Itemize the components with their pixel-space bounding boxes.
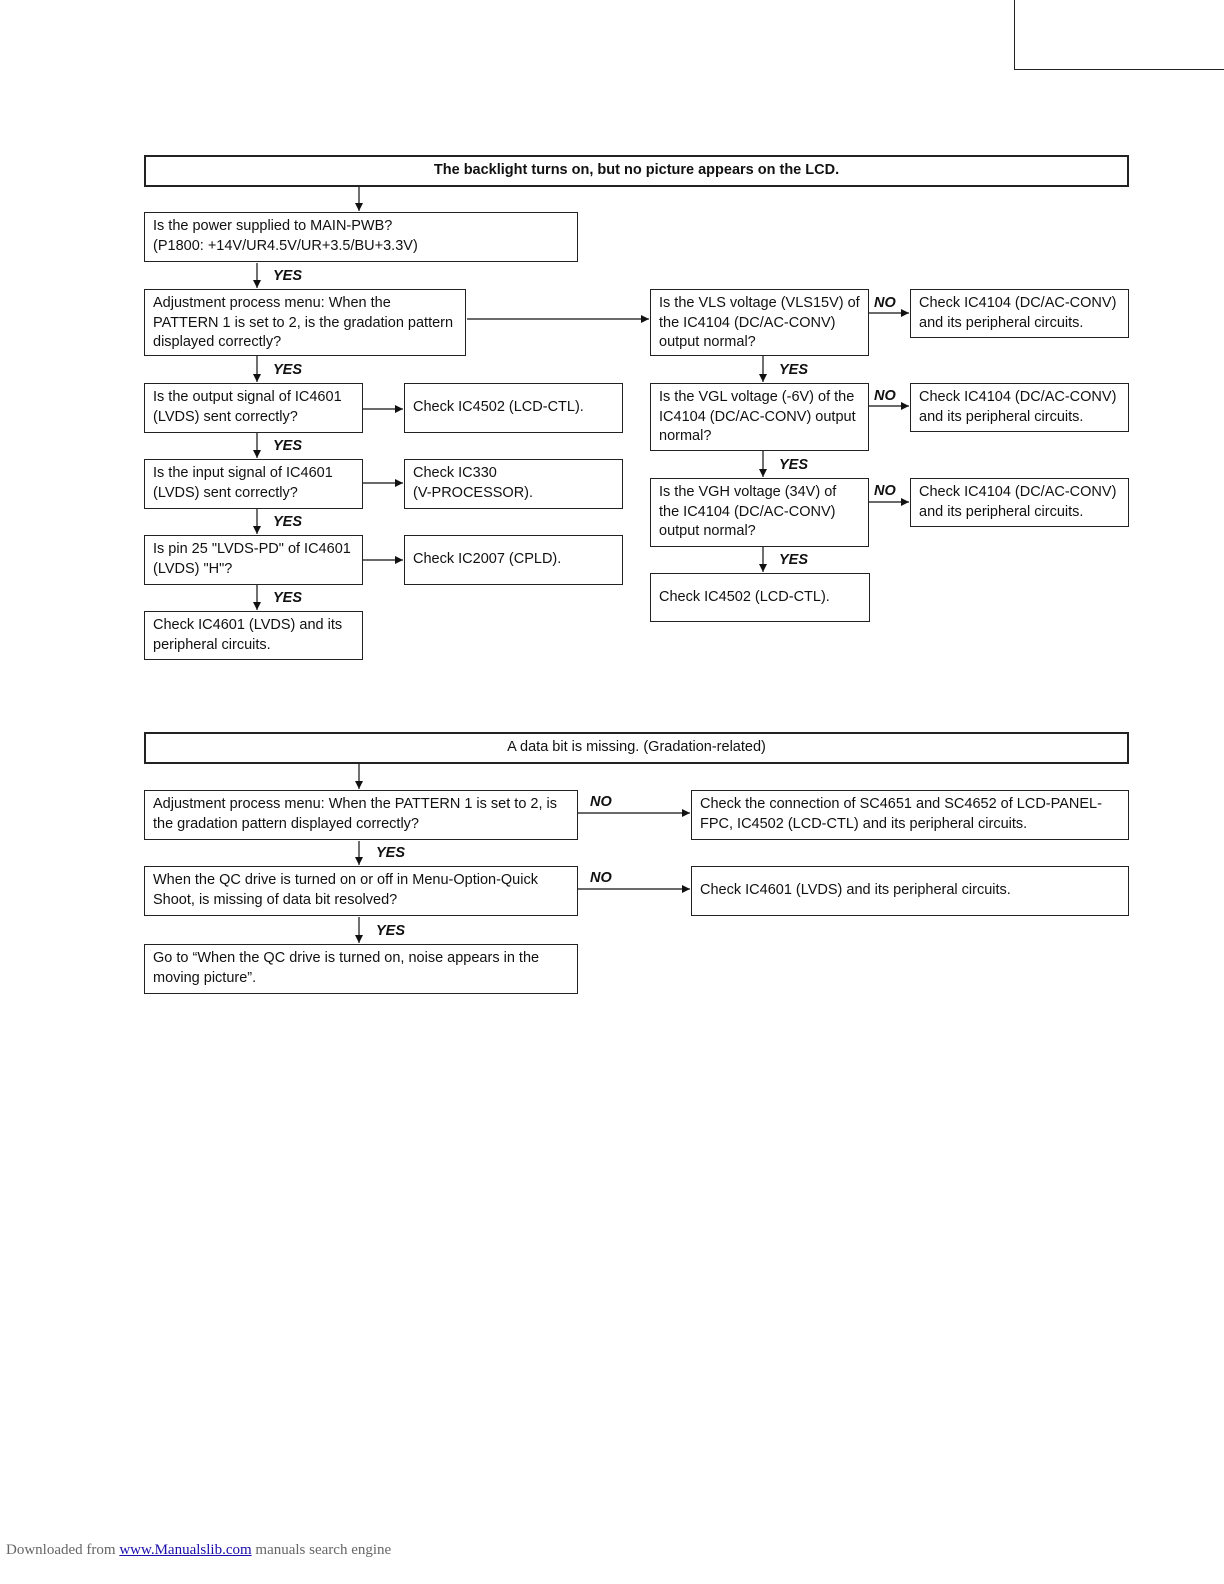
flow1-title: The backlight turns on, but no picture appears on the LCD. xyxy=(144,155,1129,187)
footer-suffix: manuals search engine xyxy=(251,1542,392,1558)
label-yes: YES xyxy=(779,552,809,568)
label-yes: YES xyxy=(273,438,303,454)
action-check-ic4104-vgl: Check IC4104 (DC/AC-CONV) and its peripheral circuits. xyxy=(910,383,1129,432)
label-no: NO xyxy=(874,388,896,404)
label-yes: YES xyxy=(376,923,406,939)
label-yes: YES xyxy=(273,590,303,606)
label-yes: YES xyxy=(273,514,303,530)
question-vls-voltage: Is the VLS voltage (VLS15V) of the IC4104 (DC/AC-CONV) output normal? xyxy=(650,289,869,356)
question-pin25-lvds-pd: Is pin 25 "LVDS-PD" of IC4601 (LVDS) "H"? xyxy=(144,535,363,585)
label-no: NO xyxy=(874,295,896,311)
action-check-ic4502-right: Check IC4502 (LCD-CTL). xyxy=(650,573,870,622)
action-check-ic330: Check IC330 (V-PROCESSOR). xyxy=(404,459,623,509)
label-yes: YES xyxy=(273,268,303,284)
footer-prefix: Downloaded from xyxy=(6,1542,120,1558)
label-yes: YES xyxy=(273,362,303,378)
action-check-ic4601: Check IC4601 (LVDS) and its peripheral circuits. xyxy=(144,611,363,660)
question-power-supplied: Is the power supplied to MAIN-PWB? (P1800: +14V/UR4.5V/UR+3.5/BU+3.3V) xyxy=(144,212,578,262)
label-yes: YES xyxy=(376,845,406,861)
action-check-ic4104-vgh: Check IC4104 (DC/AC-CONV) and its peripheral circuits. xyxy=(910,478,1129,527)
action-check-ic4104-vls: Check IC4104 (DC/AC-CONV) and its peripheral circuits. xyxy=(910,289,1129,338)
question-input-signal: Is the input signal of IC4601 (LVDS) sent correctly? xyxy=(144,459,363,509)
download-footer xyxy=(6,1542,391,1559)
manualslib-link[interactable]: www.Manualslib.com xyxy=(119,1542,252,1558)
label-yes: YES xyxy=(779,457,809,473)
action-check-ic4502-left: Check IC4502 (LCD-CTL). xyxy=(404,383,623,433)
label-no: NO xyxy=(874,483,896,499)
label-no: NO xyxy=(590,870,612,886)
action-goto-noise: Go to “When the QC drive is turned on, noise appears in the moving picture”. xyxy=(144,944,578,994)
question-qc-drive: When the QC drive is turned on or off in Menu-Option-Quick Shoot, is missing of data bit resolved? xyxy=(144,866,578,916)
action-check-ic4601-lvds: Check IC4601 (LVDS) and its peripheral circuits. xyxy=(691,866,1129,916)
question-vgl-voltage: Is the VGL voltage (-6V) of the IC4104 (DC/AC-CONV) output normal? xyxy=(650,383,869,451)
label-yes: YES xyxy=(779,362,809,378)
question-vgh-voltage: Is the VGH voltage (34V) of the IC4104 (DC/AC-CONV) output normal? xyxy=(650,478,869,547)
question-pattern-gradation-2: Adjustment process menu: When the PATTERN 1 is set to 2, is the gradation pattern displayed correctly? xyxy=(144,790,578,840)
action-check-connection: Check the connection of SC4651 and SC4652 of LCD-PANEL-FPC, IC4502 (LCD-CTL) and its peripheral circuits. xyxy=(691,790,1129,840)
flow2-title: A data bit is missing. (Gradation-related) xyxy=(144,732,1129,764)
label-no: NO xyxy=(590,794,612,810)
question-output-signal: Is the output signal of IC4601 (LVDS) sent correctly? xyxy=(144,383,363,433)
action-check-ic2007: Check IC2007 (CPLD). xyxy=(404,535,623,585)
question-pattern-gradation: Adjustment process menu: When the PATTERN 1 is set to 2, is the gradation pattern displayed correctly? xyxy=(144,289,466,356)
